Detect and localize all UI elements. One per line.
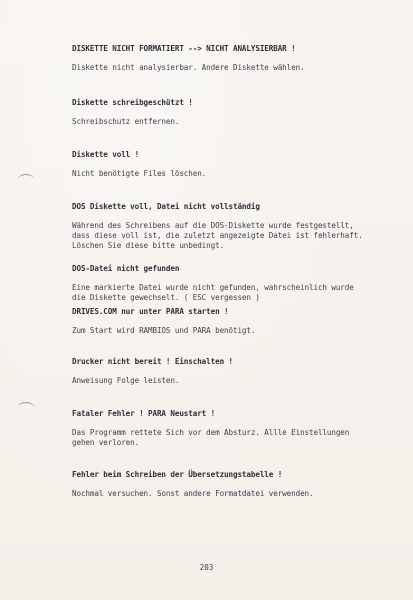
error-description: Nochmal versuchen. Sonst andere Formatdatei verwenden. (72, 489, 314, 498)
error-title: Fehler beim Schreiben der Übersetzungstabelle ! (72, 470, 283, 479)
error-title: Diskette schreibgeschützt ! (72, 98, 193, 107)
punch-hole-mark (18, 402, 34, 413)
error-title: Diskette voll ! (72, 150, 140, 159)
error-description: Das Programm rettete Sich vor dem Absturz. Allle Einstellungen gehen verloren. (72, 428, 350, 447)
page-number: 203 (199, 563, 214, 572)
error-title: Drucker nicht bereit ! Einschalten ! (72, 357, 233, 366)
error-entry-printer-not-ready (72, 357, 392, 386)
error-description: Eine markierte Datei wurde nicht gefunden, wahrscheinlich wurde die Diskette gewechselt. ( ESC vergessen ) (72, 283, 354, 302)
error-entry-fatal-error (72, 409, 392, 448)
error-title: DOS-Datei nicht gefunden (72, 264, 180, 273)
error-title: DRIVES.COM nur unter PARA starten ! (72, 307, 229, 316)
error-description: Nicht benötigte Files löschen. (72, 169, 207, 178)
error-description: Anweisung Folge leisten. (72, 376, 180, 385)
error-title: DOS Diskette voll, Datei nicht vollständig (72, 202, 260, 211)
error-entry-disk-full (72, 150, 392, 179)
error-entry-dos-disk-full (72, 202, 392, 251)
error-entry-dos-file-not-found (72, 264, 392, 303)
error-entry-not-formatted (72, 44, 392, 73)
error-title: DISKETTE NICHT FORMATIERT --> NICHT ANALYSIERBAR ! (72, 44, 296, 53)
error-entry-drives-com (72, 307, 392, 336)
error-description: Während des Schreibens auf die DOS-Diskette wurde festgestellt, dass diese voll ist, die zuletzt angezeigte Datei ist fehlerhaft. Löschen Sie diese bitte unbedingt. (72, 221, 363, 250)
punch-hole-mark (18, 174, 34, 185)
error-description: Diskette nicht analysierbar. Andere Diskette wählen. (72, 63, 305, 72)
error-title: Fataler Fehler ! PARA Neustart ! (72, 409, 216, 418)
error-entry-write-protected (72, 98, 392, 127)
error-description: Zum Start wird RAMBIOS und PARA benötigt. (72, 326, 256, 335)
error-description: Schreibschutz entfernen. (72, 117, 180, 126)
error-entry-translation-table (72, 470, 392, 499)
